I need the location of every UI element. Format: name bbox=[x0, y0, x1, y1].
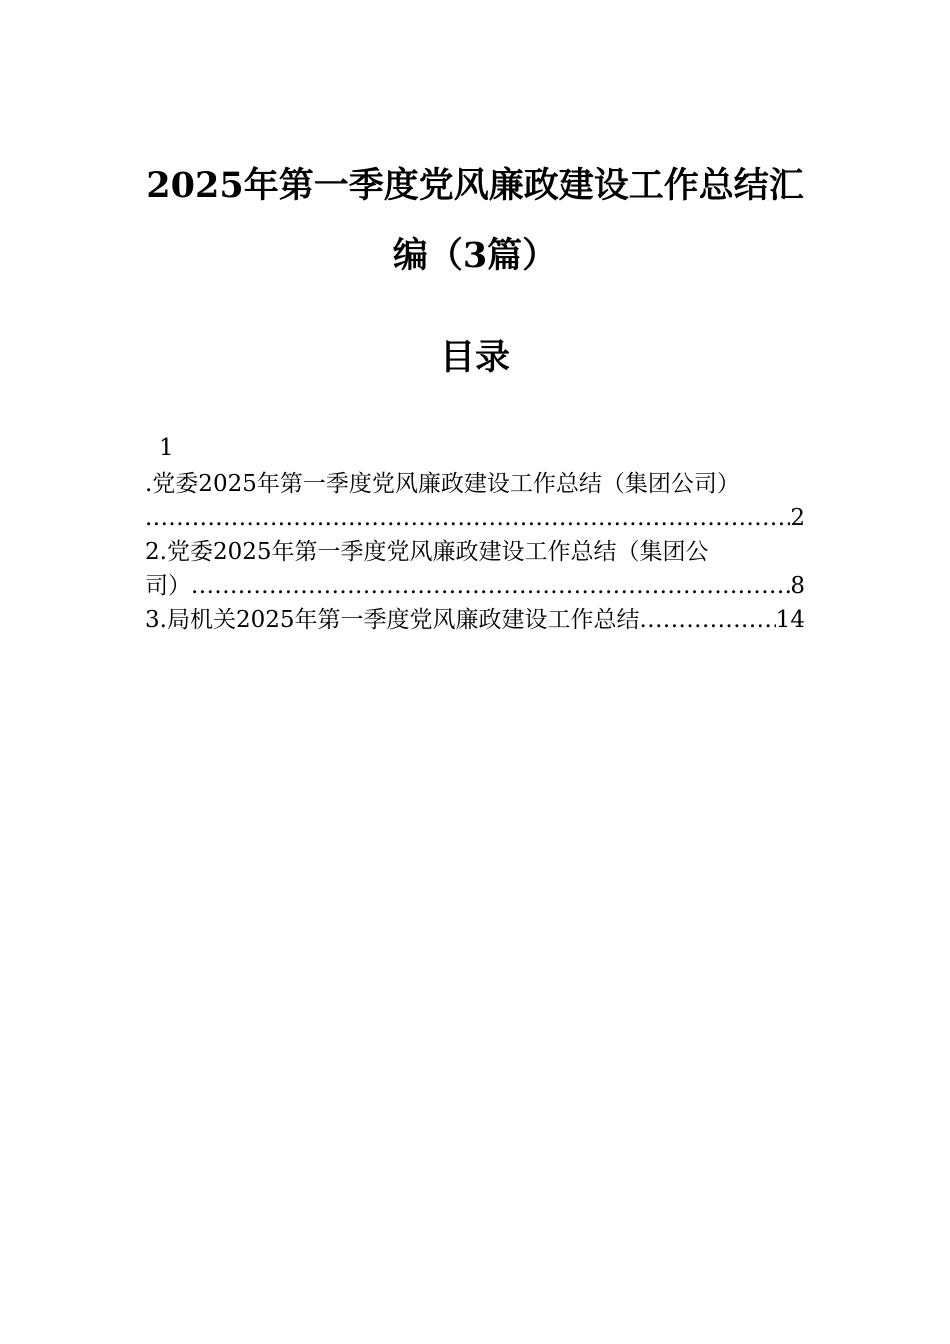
toc-entry-2-title-part-1[interactable]: 2.党委2025年第一季度党风廉政建设工作总结（集团公 bbox=[145, 539, 709, 565]
toc-heading: 目录 bbox=[439, 337, 510, 378]
toc-entry-1-number: 1 bbox=[159, 435, 174, 461]
toc-entry-3-line[interactable] bbox=[145, 604, 805, 636]
document-title-line-2: 编（3篇） bbox=[392, 235, 558, 276]
document-title-line-1: 2025年第一季度党风廉政建设工作总结汇 bbox=[146, 165, 804, 206]
toc-entry-2-title-line[interactable] bbox=[145, 536, 805, 568]
toc-entry-2-title-part-2[interactable]: 司） bbox=[145, 573, 191, 599]
toc-entry-1-title-line[interactable] bbox=[145, 468, 805, 500]
toc-entry-1-dot-leader bbox=[145, 502, 790, 534]
toc-entry-2-page[interactable]: 8 bbox=[790, 573, 805, 599]
toc-entry-1-page[interactable]: 2 bbox=[790, 505, 805, 531]
toc-entry-2-dot-leader bbox=[191, 570, 790, 602]
toc-entry-3-page[interactable]: 14 bbox=[775, 607, 805, 633]
toc-entry-3-title[interactable]: 3.局机关2025年第一季度党风廉政建设工作总结 bbox=[145, 607, 640, 633]
toc-entry-3-dot-leader bbox=[639, 604, 775, 636]
toc-entry-1-leader-line[interactable] bbox=[145, 502, 805, 534]
toc-entry-2-leader-line[interactable] bbox=[145, 570, 805, 602]
toc-entry-1-number-line bbox=[145, 432, 805, 464]
toc-entry-1-title[interactable]: .党委2025年第一季度党风廉政建设工作总结（集团公司） bbox=[145, 471, 740, 497]
